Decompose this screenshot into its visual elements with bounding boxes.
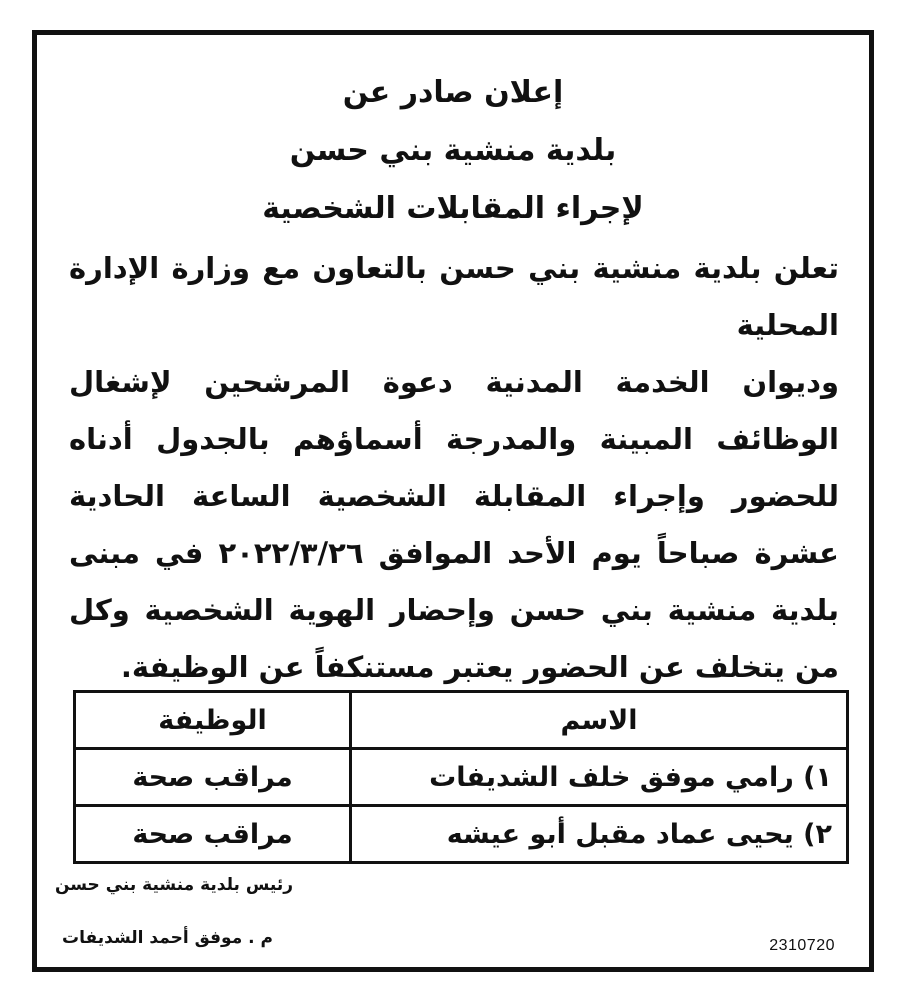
notice-paragraph-2: وديوان الخدمة المدنية دعوة المرشحين لإشغال الوظائف المبينة والمدرجة أسماؤهم بالجدول أدناه للحضور وإجراء المقابلة الشخصية الساعة الحادية عشرة صباحاً يوم الأحد الموافق ٢٠٢٢/٣/٢٦ في مبنى بلدية منشية بني حسن وإحضار الهوية الشخصية وكل من يتخلف عن الحضور يعتبر مستنكفاً عن الوظيفة. bbox=[69, 365, 839, 684]
signature-title: رئيس بلدية منشية بني حسن bbox=[54, 875, 293, 895]
candidate-job: مراقب صحة bbox=[75, 806, 351, 863]
header-name: الاسم bbox=[351, 692, 848, 749]
candidate-name: ٢) يحيى عماد مقبل أبو عيشه bbox=[351, 806, 848, 863]
notice-heading-line2: بلدية منشية بني حسن bbox=[289, 133, 617, 168]
candidate-name: ١) رامي موفق خلف الشديفات bbox=[351, 749, 848, 806]
table-row bbox=[75, 749, 848, 806]
notice-heading-line3: لإجراء المقابلات الشخصية bbox=[262, 191, 644, 226]
table-header-row bbox=[75, 692, 848, 749]
reference-number: 2310720 bbox=[769, 937, 835, 954]
header-job: الوظيفة bbox=[75, 692, 351, 749]
table-row bbox=[75, 806, 848, 863]
candidates-table bbox=[73, 690, 849, 864]
notice-frame bbox=[32, 30, 874, 972]
notice-body bbox=[69, 240, 839, 696]
candidate-job: مراقب صحة bbox=[75, 749, 351, 806]
notice-heading-line1: إعلان صادر عن bbox=[342, 75, 564, 110]
notice-paragraph-1: تعلن بلدية منشية بني حسن بالتعاون مع وزارة الإدارة المحلية bbox=[69, 251, 839, 342]
signature-name: م . موفق أحمد الشديفات bbox=[62, 928, 273, 948]
